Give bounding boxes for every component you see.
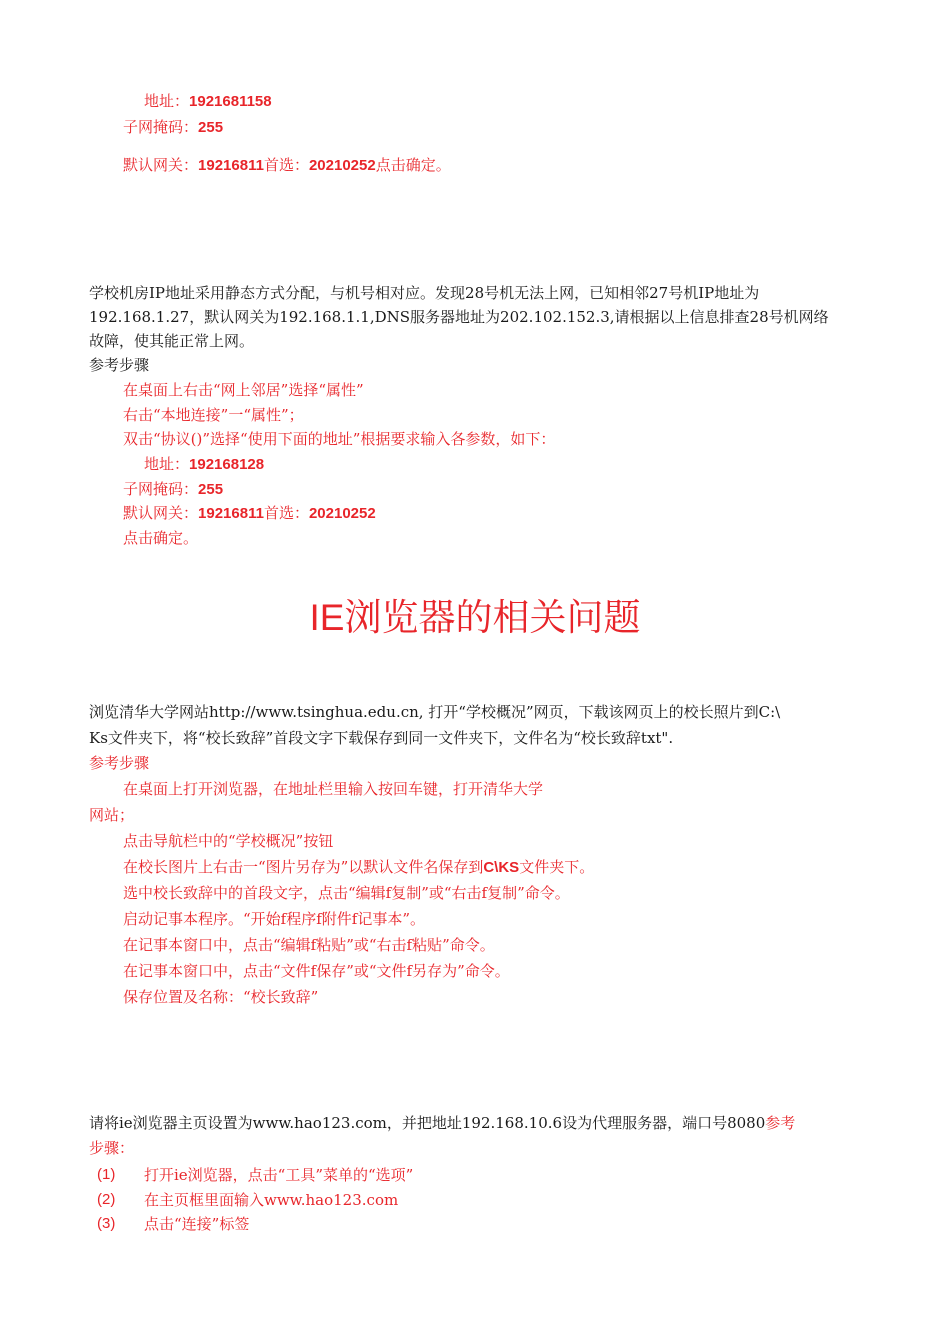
ie-step-7: 在记事本窗口中，点击“文件f保存”或“文件f另存为”命令。 [123,962,510,980]
address-value: 1921681158 [189,93,272,110]
lab-step-2: 右击“本地连接”一“属性”； [123,406,304,424]
item-text: 点击“连接”标签 [144,1215,250,1233]
address-value: 192168128 [189,456,265,473]
ie-step-3 [123,856,594,878]
ie-step-2: 点击导航栏中的“学校概况”按钮 [123,832,334,850]
top-address-line [144,90,272,112]
ie-step-8: 保存位置及名称：“校长致辞” [123,988,319,1006]
dns-label: 首选： [263,504,309,522]
ie-step-4: 选中校长致辞中的首段文字，点击“编辑f复制”或“右击f复制”命令。 [123,884,570,902]
ie-steps-label: 参考步骤 [89,754,150,772]
ie-step-5: 启动记事本程序。“开始f程序f附件f记事本”。 [123,910,425,928]
gateway-value: 19216811 [198,157,264,174]
step3-text-c: 文件夹下。 [519,858,595,876]
step3-text-a: 在校长图片上右击一“图片另存为”以默认文件名保存到 [123,858,484,876]
lab-address-line [144,453,264,475]
address-label: 地址： [144,455,190,473]
lab-gateway-line [123,502,376,524]
top-subnet-line [123,116,223,138]
subnet-label: 子网掩码： [123,480,199,498]
dns-value: 20210252 [308,505,376,522]
lab-step-1: 在桌面上右击“网上邻居”选择“属性” [123,381,364,399]
dns-value: 20210252 [308,157,376,174]
subnet-value: 255 [198,119,224,136]
ie2-question-text: 请将ie浏览器主页设置为www.hao123.com，并把地址192.168.10.6设为代理服务器，端口号8080 [89,1114,766,1132]
item-number: (2) [97,1191,116,1208]
lab-confirm: 点击确定。 [123,529,199,547]
dns-label: 首选： [263,156,309,174]
lab-question-line3: 故障，使其能正常上网。 [89,332,255,350]
ie2-question-line1 [89,1112,795,1134]
item-text: 打开ie浏览器，点击“工具”菜单的“选项” [144,1166,414,1184]
address-label: 地址： [144,92,190,110]
subnet-label: 子网掩码： [123,118,199,136]
gateway-label: 默认网关： [123,156,199,174]
ie-step-1-cont: 网站； [89,806,135,824]
confirm-text: 点击确定。 [375,156,451,174]
lab-subnet-line [123,478,223,500]
top-gateway-line [123,154,451,176]
gateway-value: 19216811 [198,505,264,522]
ie-step-6: 在记事本窗口中，点击“编辑f粘贴”或“右击f粘贴”命令。 [123,936,495,954]
step3-path: C\KS [483,859,520,876]
lab-steps-label: 参考步骤 [89,356,150,374]
ie2-steps-label-b: 步骤： [89,1139,135,1157]
gateway-label: 默认网关： [123,504,199,522]
ie-question-line2: Ks文件夹下，将“校长致辞”首段文字下载保存到同一文件夹下，文件名为“校长致辞txt". [89,729,674,747]
ie-step-1: 在桌面上打开浏览器，在地址栏里输入按回车键，打开清华大学 [123,780,544,798]
item-number: (1) [97,1166,116,1183]
lab-question-line1: 学校机房IP地址采用静态方式分配，与机号相对应。发现28号机无法上网，已知相邻27号机IP地址为 [89,284,760,302]
section-heading: IE浏览器的相关问题 [309,597,641,638]
subnet-value: 255 [198,481,224,498]
ie-question-line1: 浏览清华大学网站http://www.tsinghua.edu.cn, 打开“学校概况”网页，下载该网页上的校长照片到C:\ [89,703,781,721]
item-text: 在主页框里面输入www.hao123.com [144,1191,399,1209]
lab-question-line2: 192.168.1.27，默认网关为192.168.1.1,DNS服务器地址为202.102.152.3,请根据以上信息排查28号机网络 [89,308,829,326]
ie2-steps-label-a: 参考 [765,1114,796,1132]
lab-step-3: 双击“协议()”选择“使用下面的地址”根据要求输入各参数，如下： [123,430,556,448]
item-number: (3) [97,1215,116,1232]
